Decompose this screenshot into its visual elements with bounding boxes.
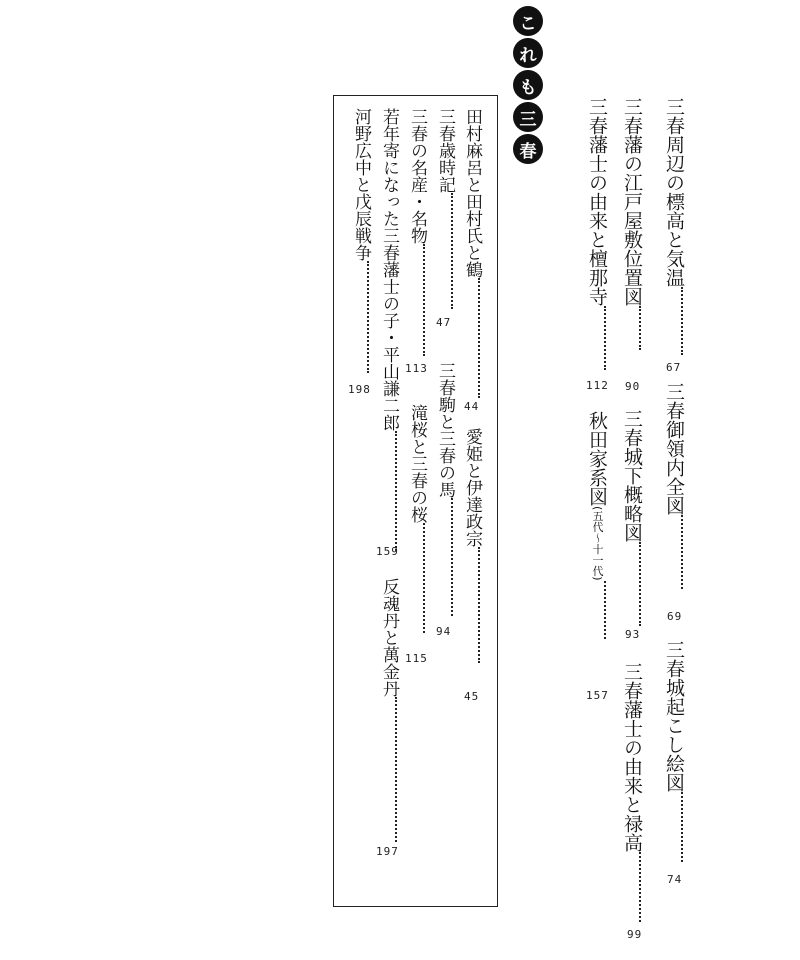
page-number: 157	[586, 689, 609, 702]
entry-title: 愛姫と伊達政宗	[462, 428, 482, 547]
entry-note: (五代〜十一代)	[591, 506, 604, 581]
page-number: 67	[666, 361, 682, 374]
toc-column-miharu-goma[interactable]	[436, 362, 453, 616]
page-number: 47	[436, 316, 452, 329]
toc-column-megohime[interactable]	[463, 428, 480, 663]
badge-char: こ	[513, 6, 543, 36]
leader-dots	[436, 193, 453, 309]
page-number: 159	[376, 545, 399, 558]
leader-dots	[463, 278, 480, 398]
page-number: 44	[464, 400, 480, 413]
toc-entry-akita-genealogy[interactable]	[587, 411, 606, 639]
entry-title: 三春周辺の標高と気温	[663, 97, 685, 287]
page-number: 45	[464, 690, 480, 703]
leader-dots	[380, 697, 397, 842]
leader-dots	[408, 523, 425, 633]
entry-title: 滝桜と三春の桜	[407, 404, 427, 523]
badge-char: も	[513, 70, 543, 100]
leader-dots	[463, 547, 480, 663]
entry-title: 河野広中と戊辰戦争	[351, 108, 371, 261]
toc-entry-domain-map[interactable]	[664, 382, 683, 589]
toc-column-meisan[interactable]	[408, 108, 425, 356]
badge-char: 春	[513, 134, 543, 164]
leader-dots	[664, 515, 683, 589]
entry-title: 三春城起こし絵図	[663, 640, 685, 792]
toc-column-hangontan[interactable]	[380, 578, 397, 842]
entry-title: 若年寄になった三春藩士の子・平山謙二郎	[379, 108, 399, 431]
entry-title: 三春の名産・名物	[407, 108, 427, 244]
page-number: 197	[376, 845, 399, 858]
section-badge	[512, 6, 544, 164]
entry-title: 三春藩の江戸屋敷位置図	[621, 97, 643, 306]
page-number: 93	[625, 628, 641, 641]
toc-column-tamuramaro[interactable]	[463, 108, 480, 398]
entry-title: 反魂丹と萬金丹	[379, 578, 399, 697]
entry-title: 三春城下概略図	[621, 409, 643, 542]
leader-dots	[436, 498, 453, 616]
toc-column-takizakura[interactable]	[408, 404, 425, 633]
leader-dots	[352, 261, 369, 373]
entry-title: 三春御領内全図	[663, 382, 685, 515]
leader-dots	[408, 244, 425, 356]
leader-dots	[664, 287, 683, 355]
page-number: 113	[405, 362, 428, 375]
toc-entry-edo-residence[interactable]	[622, 97, 641, 350]
page-number: 112	[586, 379, 609, 392]
toc-column-saijiki[interactable]	[436, 108, 453, 309]
page-number: 99	[627, 928, 643, 941]
leader-dots	[587, 306, 606, 370]
toc-entry-elevation[interactable]	[664, 97, 683, 355]
leader-dots	[380, 431, 397, 551]
page-number: 90	[625, 380, 641, 393]
page-number: 69	[667, 610, 683, 623]
toc-entry-retainer-stipend[interactable]	[622, 662, 641, 922]
entry-title: 秋田家系図	[586, 411, 608, 506]
leader-dots	[587, 581, 606, 639]
leader-dots	[622, 542, 641, 626]
leader-dots	[664, 792, 683, 862]
toc-column-kono-hironaka[interactable]	[352, 108, 369, 373]
badge-char: 三	[513, 102, 543, 132]
entry-title: 三春歳時記	[435, 108, 455, 193]
leader-dots	[622, 852, 641, 922]
entry-title: 三春駒と三春の馬	[435, 362, 455, 498]
badge-char: れ	[513, 38, 543, 68]
leader-dots	[622, 306, 641, 350]
toc-column-hirayama[interactable]	[380, 108, 397, 551]
entry-title: 田村麻呂と田村氏と鶴	[462, 108, 482, 278]
page-number: 94	[436, 625, 452, 638]
page-number: 198	[348, 383, 371, 396]
entry-title: 三春藩士の由来と檀那寺	[586, 97, 608, 306]
toc-entry-castle-drawing[interactable]	[664, 640, 683, 862]
page-number: 115	[405, 652, 428, 665]
toc-entry-castle-town[interactable]	[622, 409, 641, 626]
entry-title: 三春藩士の由来と禄高	[621, 662, 643, 852]
toc-entry-retainer-temple[interactable]	[587, 97, 606, 370]
page-number: 74	[667, 873, 683, 886]
